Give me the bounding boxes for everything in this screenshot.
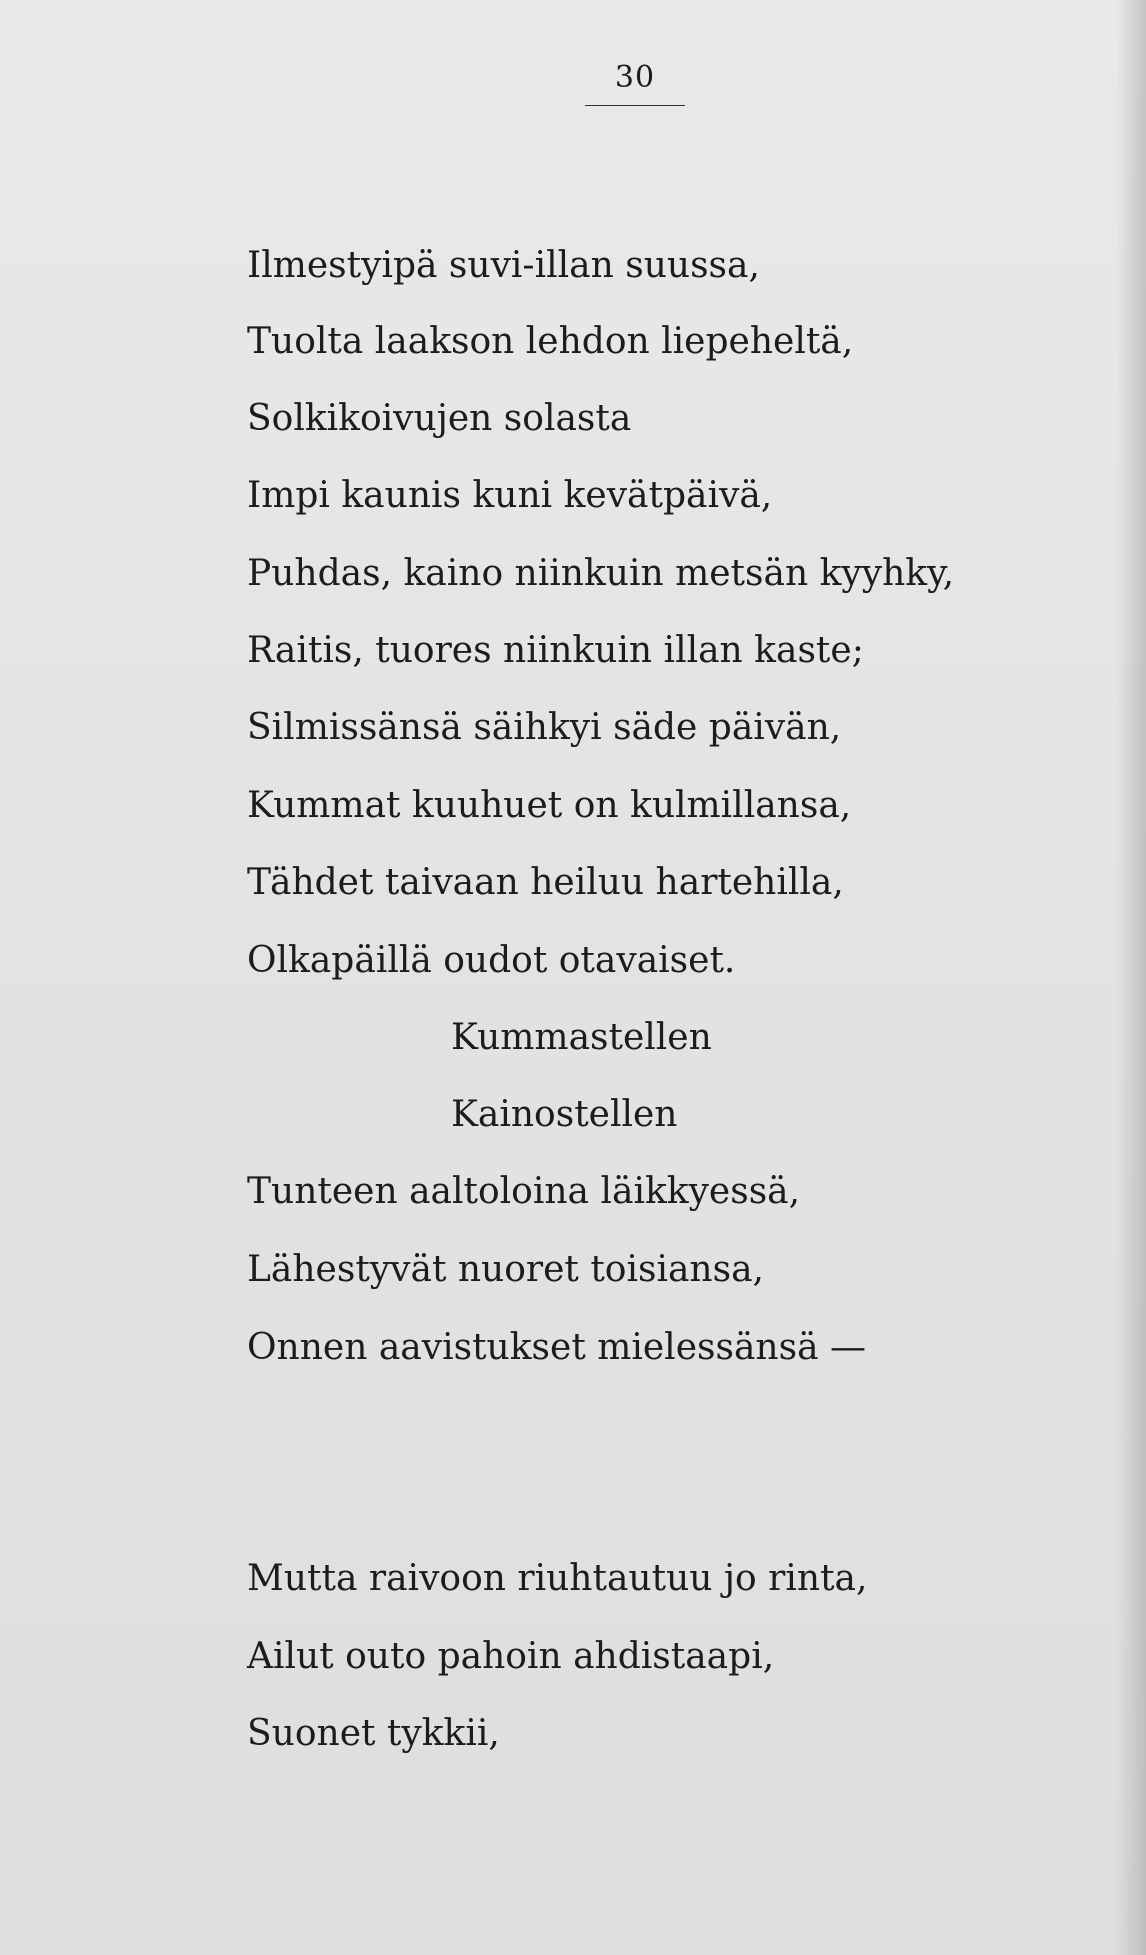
refrain-line: Kummastellen (451, 1017, 712, 1058)
verse-line: Ilmestyipä suvi-illan suussa, (247, 245, 760, 286)
verse-line: Tähdet taivaan heiluu hartehilla, (247, 862, 844, 903)
verse-line: Tuolta laakson lehdon liepeheltä, (247, 321, 854, 362)
verse-line: Impi kaunis kuni kevätpäivä, (247, 475, 773, 516)
verse-line: Raitis, tuores niinkuin illan kaste; (247, 630, 864, 671)
verse-line: Tunteen aaltoloina läikkyessä, (247, 1171, 801, 1212)
page-number-rule (585, 105, 685, 106)
verse-line: Solkikoivujen solasta (247, 398, 632, 439)
verse-line: Lähestyvät nuoret toisiansa, (247, 1249, 764, 1290)
refrain-line: Kainostellen (451, 1094, 678, 1135)
verse-line: Mutta raivoon riuhtautuu jo rinta, (247, 1558, 868, 1599)
page-number: 30 (614, 60, 656, 95)
verse-line: Silmissänsä säihkyi säde päivän, (247, 707, 842, 748)
verse-line: Onnen aavistukset mielessänsä — (247, 1327, 866, 1368)
verse-line: Kummat kuuhuet on kulmillansa, (247, 785, 852, 826)
page-edge-shadow (1116, 0, 1146, 1955)
verse-line: Olkapäillä oudot otavaiset. (247, 940, 736, 981)
verse-line: Suonet tykkii, (247, 1713, 500, 1754)
verse-line: Ailut outo pahoin ahdistaapi, (247, 1636, 775, 1677)
verse-line: Puhdas, kaino niinkuin metsän kyyhky, (247, 553, 955, 594)
